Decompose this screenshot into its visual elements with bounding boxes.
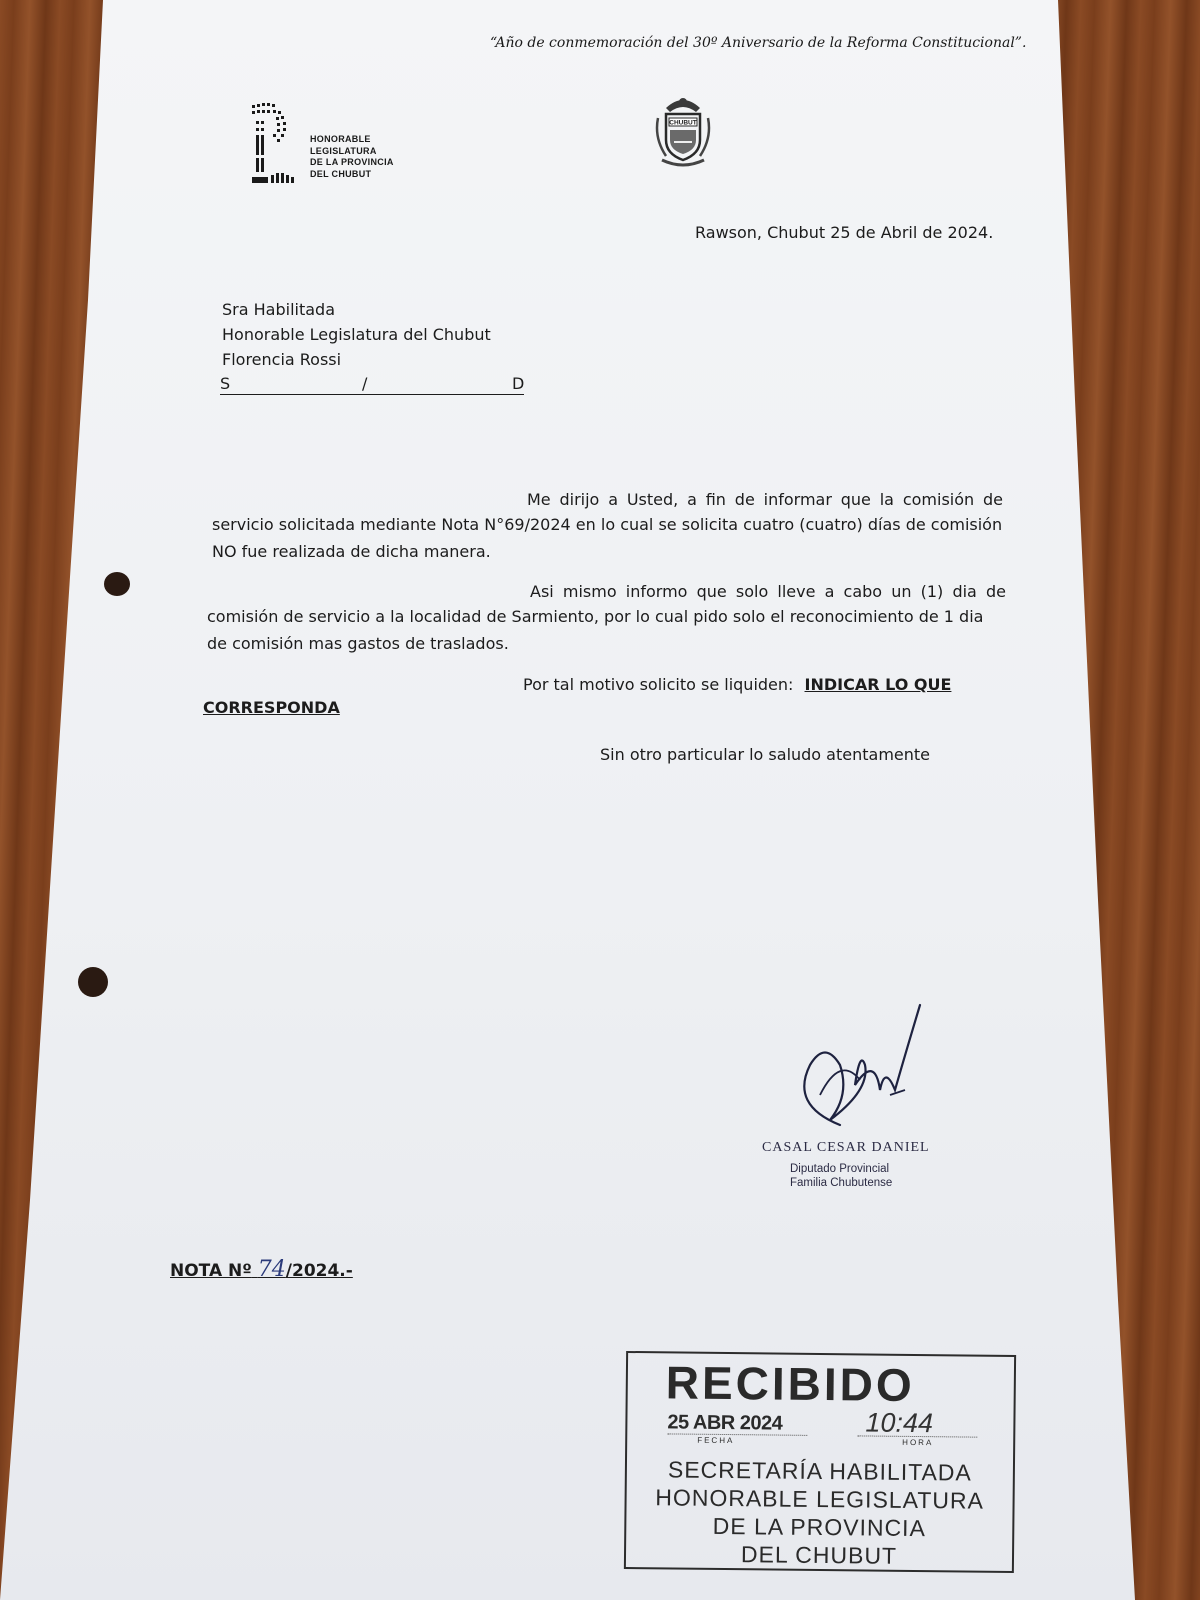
paragraph-1-line-2: servicio solicitada mediante Nota N°69/2024 en lo cual se solicita cuatro (cuatro) días de comisión — [212, 515, 1003, 534]
recipient-sd-line — [220, 374, 524, 395]
signer-role-block — [790, 1162, 892, 1190]
logo-line: DEL CHUBUT — [310, 168, 372, 179]
sd-d: D — [512, 374, 525, 393]
recipient-title: Sra Habilitada — [222, 300, 335, 319]
paragraph-2-line-2: comisión de servicio a la localidad de Sarmiento, por lo cual pido solo el reconocimiento de 1 dia — [207, 607, 984, 626]
sd-slash: / — [362, 374, 368, 393]
letter-date: Rawson, Chubut 25 de Abril de 2024. — [695, 223, 994, 242]
stamp-time-label: HORA — [902, 1437, 934, 1448]
received-stamp — [624, 1351, 1016, 1573]
recipient-block — [222, 297, 491, 372]
paragraph-2-line-1: Asi mismo informo que solo lleve a cabo un (1) dia de — [530, 582, 1006, 601]
request-highlight-continued: CORRESPONDA — [203, 698, 340, 717]
stamp-title: RECIBIDO — [665, 1356, 915, 1411]
stamp-line: DE LA PROVINCIA — [712, 1512, 927, 1542]
chubut-crest-icon — [652, 94, 714, 168]
logo-text — [310, 134, 394, 180]
paragraph-3-line-1 — [523, 675, 951, 694]
stamp-date-label: FECHA — [697, 1435, 735, 1446]
stamp-time: 10:44 — [865, 1407, 934, 1439]
crest-label: CHUBUT — [669, 119, 697, 127]
stamp-line: HONORABLE LEGISLATURA — [655, 1484, 985, 1514]
recipient-institution: Honorable Legislatura del Chubut — [222, 325, 491, 344]
legislature-logo-icon — [252, 103, 300, 187]
signer-role: Diputado Provincial — [790, 1163, 890, 1175]
punch-hole — [104, 572, 130, 596]
logo-line: DE LA PROVINCIA — [310, 157, 394, 167]
stamp-office — [626, 1455, 1013, 1571]
signer-name: CASAL CESAR DANIEL — [762, 1140, 930, 1155]
stamp-date-line — [667, 1433, 807, 1435]
paragraph-1-line-1: Me dirijo a Usted, a fin de informar que la comisión de — [527, 490, 1003, 509]
sd-s: S — [220, 374, 231, 393]
logo-line: HONORABLE — [310, 134, 371, 144]
nota-number: 74 — [257, 1257, 286, 1282]
stamp-line: SECRETARÍA HABILITADA — [667, 1456, 972, 1486]
nota-prefix: NOTA Nº — [170, 1261, 252, 1281]
request-text: Por tal motivo solicito se liquiden: — [523, 675, 794, 694]
signer-party: Familia Chubutense — [790, 1177, 893, 1189]
nota-suffix: /2024.- — [285, 1261, 353, 1281]
request-highlight: INDICAR LO QUE — [804, 675, 952, 694]
punch-hole — [78, 967, 108, 997]
recipient-name: Florencia Rossi — [222, 350, 342, 369]
header-motto: “Año de conmemoración del 30º Aniversario de la Reforma Constitucional”. — [490, 35, 1027, 51]
closing-line: Sin otro particular lo saludo atentamente — [600, 745, 931, 764]
stamp-date: 25 ABR 2024 — [667, 1411, 783, 1435]
nota-reference — [170, 1257, 353, 1282]
paragraph-2-line-3: de comisión mas gastos de traslados. — [207, 634, 509, 653]
paragraph-1-line-3: NO fue realizada de dicha manera. — [212, 542, 491, 561]
logo-line: LEGISLATURA — [310, 145, 377, 156]
stamp-line: DEL CHUBUT — [740, 1541, 898, 1569]
handwritten-signature — [780, 995, 950, 1155]
